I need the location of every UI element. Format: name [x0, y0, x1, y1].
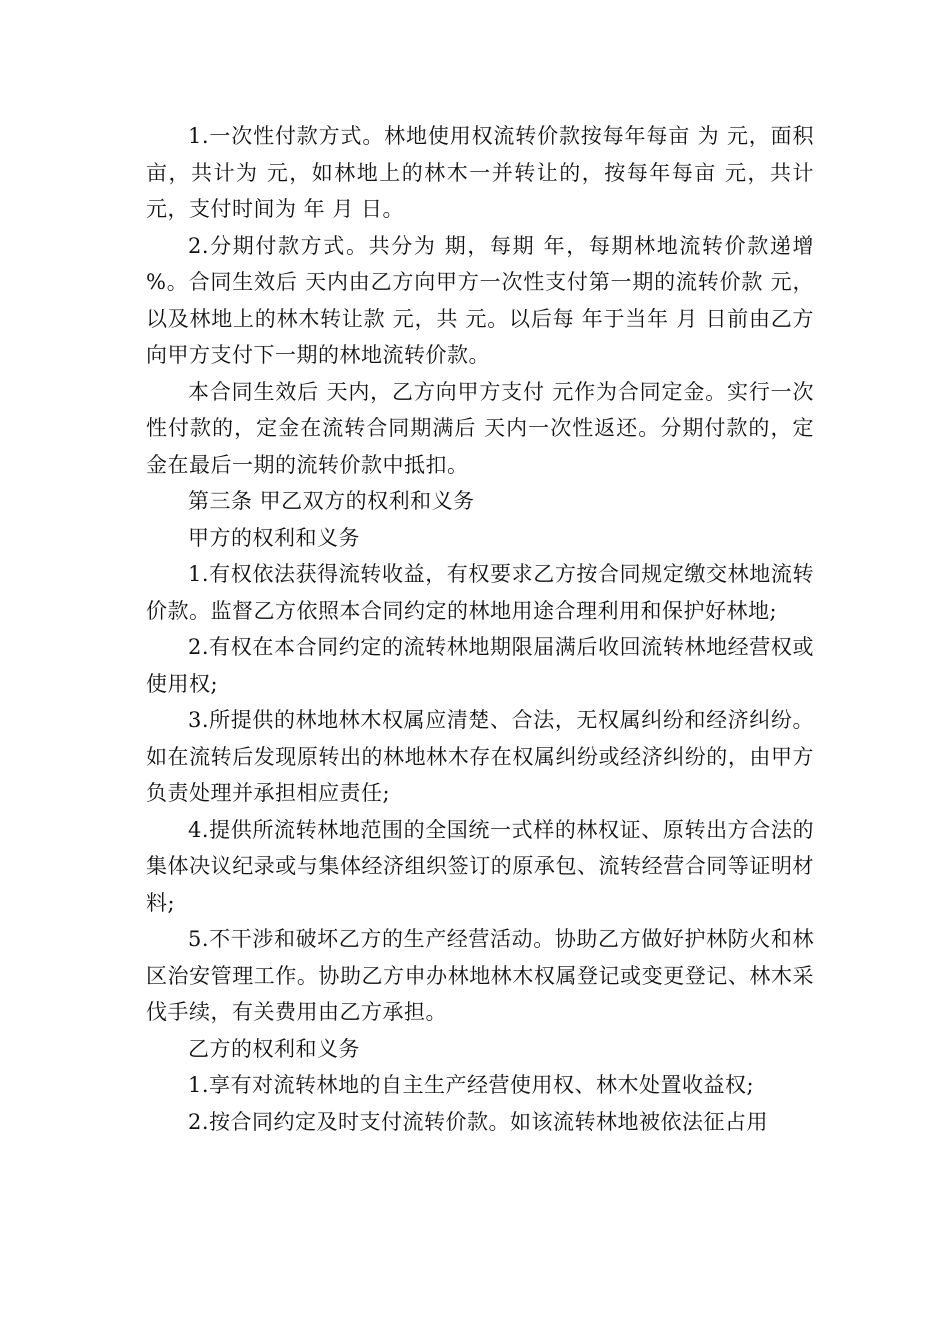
party-a-item-3: 3.所提供的林地林木权属应清楚、合法，无权属纠纷和经济纠纷。如在流转后发现原转出的林地林木存在权属纠纷或经济纠纷的，由甲方负责处理并承担相应责任; [146, 708, 814, 805]
document-body [146, 118, 814, 1140]
paragraph-deposit: 本合同生效后 天内，乙方向甲方支付 元作为合同定金。实行一次性付款的，定金在流转合同期满后 天内一次性返还。分期付款的，定金在最后一期的流转价款中抵扣。 [146, 379, 814, 477]
party-a-item-1: 1.有权依法获得流转收益，有权要求乙方按合同规定缴交林地流转价款。监督乙方依照本合同约定的林地用途合理利用和保护好林地; [146, 562, 814, 623]
party-a-heading: 甲方的权利和义务 [188, 525, 360, 550]
paragraph-installment-payment: 2.分期付款方式。共分为 期，每期 年，每期林地流转价款递增 %。合同生效后 天内由乙方向甲方一次性支付第一期的流转价款 元，以及林地上的林木转让款 元，共 元。以后每 年于当年 月 日前由乙方向甲方支付下一期的林地流转价款。 [146, 233, 814, 367]
party-a-item-5: 5.不干涉和破坏乙方的生产经营活动。协助乙方做好护林防火和林区治安管理工作。协助乙方申办林地林木权属登记或变更登记、林木采伐手续，有关费用由乙方承担。 [146, 927, 814, 1024]
paragraph-lump-sum-payment: 1.一次性付款方式。林地使用权流转价款按每年每亩 为 元，面积 亩，共计为 元，如林地上的林木一并转让的，按每年每亩 元，共计 元，支付时间为 年 月 日。 [146, 124, 814, 221]
party-b-item-2: 2.按合同约定及时支付流转价款。如该流转林地被依法征占用 [188, 1109, 769, 1134]
party-a-item-2: 2.有权在本合同约定的流转林地期限届满后收回流转林地经营权或使用权; [146, 635, 814, 696]
article-three-heading: 第三条 甲乙双方的权利和义务 [188, 489, 475, 513]
party-b-heading: 乙方的权利和义务 [188, 1036, 360, 1061]
party-b-item-1: 1.享有对流转林地的自主生产经营使用权、林木处置收益权; [188, 1073, 755, 1097]
party-a-item-4: 4.提供所流转林地范围的全国统一式样的林权证、原转出方合法的集体决议纪录或与集体经济组织签订的原承包、流转经营合同等证明材料; [146, 817, 814, 915]
